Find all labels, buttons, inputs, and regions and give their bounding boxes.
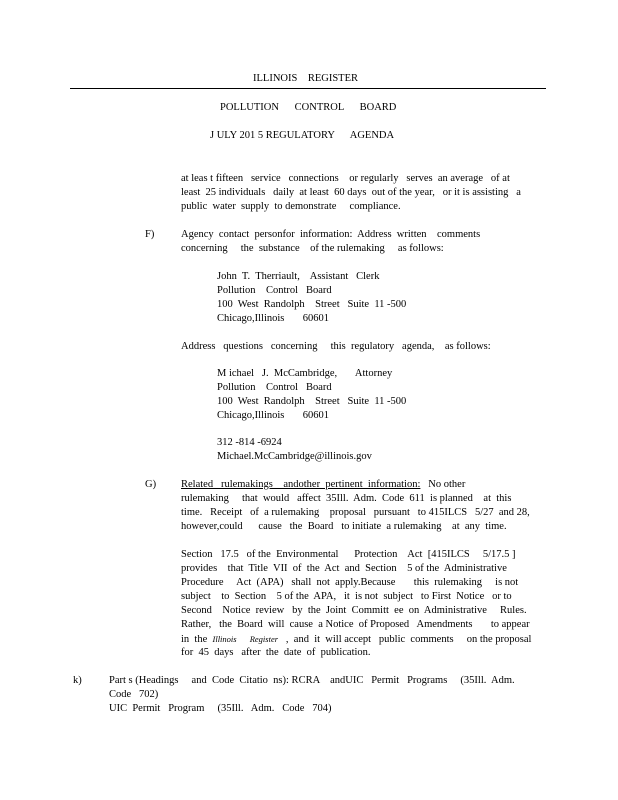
section-g-para2-line: provides that Title VII of the Act and Section 5 of the Administrative	[181, 563, 507, 574]
section-k-marker: k)	[73, 675, 82, 686]
header-divider	[70, 88, 546, 89]
section-k-line: Code 702)	[109, 689, 159, 700]
contact-name: M ichael J. McCambridge, Attorney	[217, 368, 393, 379]
section-k-line: Part s (Headings and Code Citatio ns): RCRA andUIC Permit Programs (35Ill. Adm.	[109, 675, 515, 686]
register-italic-word: Register	[249, 634, 279, 644]
section-k-line: UIC Permit Program (35Ill. Adm. Code 704)	[109, 703, 332, 714]
contact-email: Michael.McCambridge@illinois.gov	[217, 451, 372, 462]
section-g-heading-rest: No other	[420, 479, 466, 490]
intro-line: public water supply to demonstrate compliance.	[181, 201, 401, 212]
register-italic-word: Illinois	[212, 634, 237, 644]
section-g-line: rulemaking that would affect 35Ill. Adm. Code 611 is planned at this	[181, 493, 512, 504]
intro-line: least 25 individuals daily at least 60 days out of the year, or it is assisting a	[181, 187, 521, 198]
section-g-para2-line: for 45 days after the date of publication.	[181, 647, 371, 658]
header-register-title: ILLINOIS REGISTER	[253, 73, 358, 84]
register-line-post: , and it will accept public comments on the proposal	[285, 634, 532, 645]
contact-org: Pollution Control Board	[217, 382, 332, 393]
address-questions-line: Address questions concerning this regulatory agenda, as follows:	[181, 341, 491, 352]
section-g-heading-line	[181, 478, 465, 492]
section-g-para2-line: Rather, the Board will cause a Notice of Proposed Amendments to appear	[181, 619, 530, 630]
section-g-line: time. Receipt of a rulemaking proposal pursuant to 415ILCS 5/27 and 28,	[181, 507, 530, 518]
section-g-para2-line: Procedure Act (APA) shall not apply.Because this rulemaking is not	[181, 577, 519, 588]
section-g-heading: Related rulemakings andother pertinent information:	[181, 479, 421, 490]
header-agenda-title: J ULY 201 5 REGULATORY AGENDA	[210, 130, 395, 141]
section-g-marker: G)	[145, 479, 157, 490]
contact-name: John T. Therriault, Assistant Clerk	[217, 271, 380, 282]
section-g-line: however,could cause the Board to initiate a rulemaking at any time.	[181, 521, 507, 532]
section-g-para2-line: Second Notice review by the Joint Committ ee on Administrative Rules.	[181, 605, 527, 616]
section-g-para2-line: subject to Section 5 of the APA, it is not subject to First Notice or to	[181, 591, 512, 602]
contact-city: Chicago,Illinois 60601	[217, 410, 329, 421]
section-f-line: concerning the substance of the rulemaking as follows:	[181, 243, 444, 254]
contact-org: Pollution Control Board	[217, 285, 332, 296]
intro-line: at leas t fifteen service connections or regularly serves an average of at	[181, 173, 510, 184]
contact-street: 100 West Randolph Street Suite 11 -500	[217, 299, 407, 310]
contact-city: Chicago,Illinois 60601	[217, 313, 329, 324]
contact-phone: 312 -814 -6924	[217, 437, 282, 448]
section-g-para2-line: Section 17.5 of the Environmental Protection Act [415ILCS 5/17.5 ]	[181, 549, 516, 560]
contact-street: 100 West Randolph Street Suite 11 -500	[217, 396, 407, 407]
register-line-pre: in the	[181, 634, 208, 645]
section-f-marker: F)	[145, 229, 155, 240]
header-board-title: POLLUTION CONTROL BOARD	[220, 102, 397, 113]
section-g-register-line	[181, 632, 531, 647]
section-f-line: Agency contact personfor information: Address written comments	[181, 229, 481, 240]
